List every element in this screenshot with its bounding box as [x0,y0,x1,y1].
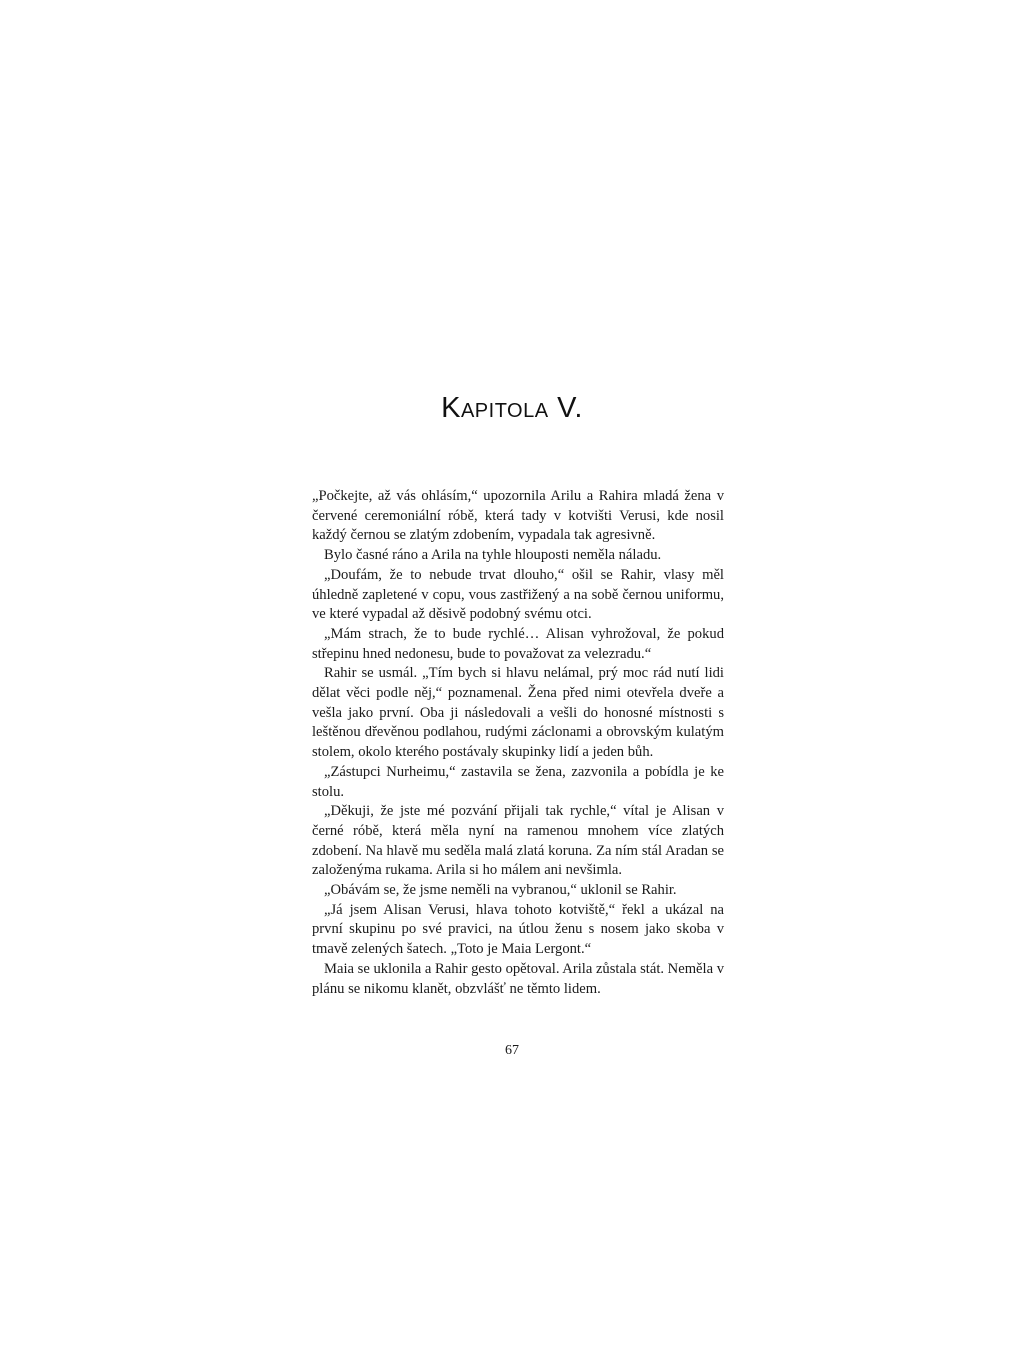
chapter-title: Kapitola V. [441,392,583,424]
paragraph-10: Maia se uklonila a Rahir gesto opětoval. Arila zůstala stát. Neměla v plánu se nikomu klanět, obzvlášť ne těmto lidem. [312,960,724,997]
page-number: 67 [505,1043,519,1058]
paragraph-3: „Doufám, že to nebude trvat dlouho,“ ošil se Rahir, vlasy měl úhledně zapletené v copu, vous zastřižený a na sobě černou uniformu, ve které vypadal až děsivě podobný svému otci. [312,566,724,623]
body-text [312,487,724,999]
paragraph-1: „Počkejte, až vás ohlásím,“ upozornila Arilu a Rahira mladá žena v červené ceremoniální róbě, která tady v kotvišti Verusi, kde nosil každý černou se zlatým zdobením, vypadala tak agresivně. [312,488,724,544]
paragraph-9: „Já jsem Alisan Verusi, hlava tohoto kotviště,“ řekl a ukázal na první skupinu po své pravici, na útlou ženu s nosem jako skoba v tmavě zelených šatech. „Toto je Maia Lergont.“ [312,901,724,958]
paragraph-7: „Děkuji, že jste mé pozvání přijali tak rychle,“ vítal je Alisan v černé róbě, která měla nyní na ramenou mnohem více zlatých zdobení. Na hlavě mu seděla malá zlatá koruna. Za ním stál Aradan se založenýma rukama. Arila si ho málem ani nevšimla. [312,803,724,879]
paragraph-6: „Zástupci Nurheimu,“ zastavila se žena, zazvonila a pobídla je ke stolu. [312,763,724,800]
paragraph-8: „Obávám se, že jsme neměli na vybranou,“ uklonil se Rahir. [324,882,677,899]
paragraph-4: „Mám strach, že to bude rychlé… Alisan vyhrožoval, že pokud střepinu hned nedonesu, bude to považovat za velezradu.“ [312,625,724,662]
paragraph-2: Bylo časné ráno a Arila na tyhle hlouposti neměla náladu. [324,547,662,564]
paragraph-5: Rahir se usmál. „Tím bych si hlavu nelámal, prý moc rád nutí lidi dělat věci podle něj,“ poznamenal. Žena před nimi otevřela dveře a vešla jako první. Oba ji následovali a vešli do honosné místnosti s leštěnou dřevěnou podlahou, rudými záclonami a obrovským kulatým stolem, okolo kterého postávaly skupinky lidí a jeden bůh. [312,665,724,761]
